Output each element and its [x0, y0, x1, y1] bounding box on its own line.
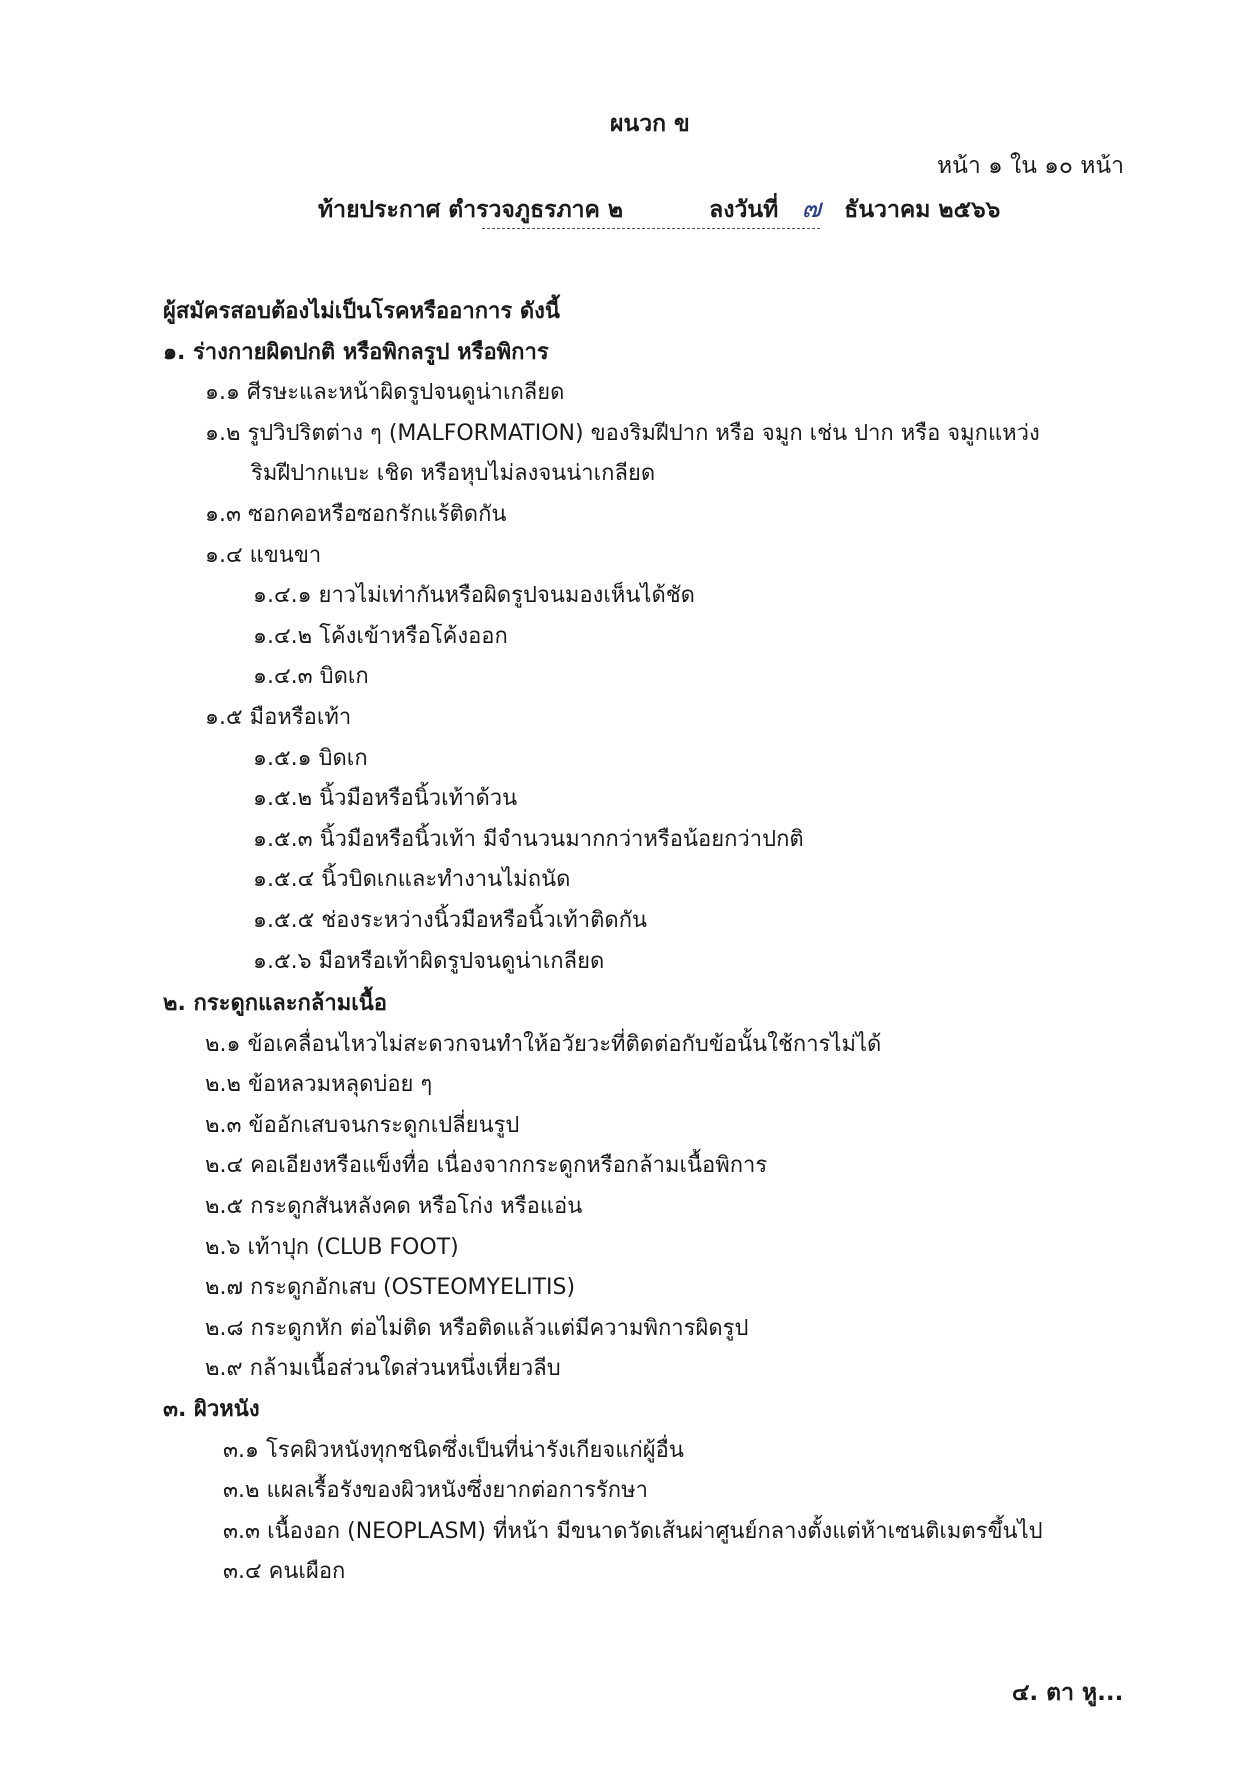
list-item: ๓.๔ คนเผือก	[223, 1559, 346, 1585]
section-heading-1: ๑. ร่างกายผิดปกติ หรือพิกลรูป หรือพิการ	[163, 339, 549, 365]
list-item: ๑.๔ แขนขา	[205, 542, 322, 568]
date-prefix: ลงวันที่	[709, 197, 779, 223]
list-item: ๒.๕ กระดูกสันหลังคด หรือโก่ง หรือแอ่น	[205, 1194, 583, 1220]
header-divider	[482, 228, 820, 229]
intro-heading: ผู้สมัครสอบต้องไม่เป็นโรคหรืออาการ ดังนี้	[163, 299, 560, 324]
list-item: ๒.๙ กล้ามเนื้อส่วนใดส่วนหนึ่งเหี่ยวลีบ	[205, 1356, 561, 1382]
annex-title: ผนวก ข	[610, 111, 690, 137]
requirements-list	[163, 292, 1163, 1593]
list-subitem: ๑.๔.๓ บิดเก	[253, 664, 369, 690]
list-item: ๒.๔ คอเอียงหรือแข็งทื่อ เนื่องจากกระดูกหรือกล้ามเนื้อพิการ	[205, 1153, 768, 1179]
list-item: ๒.๑ ข้อเคลื่อนไหวไม่สะดวกจนทำให้อวัยวะที่ติดต่อกับข้อนั้นใช้การไม่ได้	[205, 1031, 882, 1057]
section-heading-2: ๒. กระดูกและกล้ามเนื้อ	[163, 991, 387, 1017]
list-subitem: ๑.๕.๒ นิ้วมือหรือนิ้วเท้าด้วน	[253, 786, 518, 812]
list-item: ๓.๑ โรคผิวหนังทุกชนิดซึ่งเป็นที่น่ารังเกียจแก่ผู้อื่น	[223, 1437, 684, 1463]
list-item: ๒.๗ กระดูกอักเสบ (OSTEOMYELITIS)	[205, 1275, 576, 1301]
announcement-header	[318, 188, 1000, 229]
list-item-continuation: ริมฝีปากแบะ เชิด หรือหุบไม่ลงจนน่าเกลียด	[251, 461, 656, 487]
section-heading-3: ๓. ผิวหนัง	[163, 1397, 260, 1423]
list-subitem: ๑.๔.๑ ยาวไม่เท่ากันหรือผิดรูปจนมองเห็นได้ชัด	[253, 583, 695, 609]
list-item: ๑.๒ รูปวิปริตต่าง ๆ (MALFORMATION) ของริมฝีปาก หรือ จมูก เช่น ปาก หรือ จมูกแหว่ง	[205, 420, 1040, 446]
list-item: ๓.๓ เนื้องอก (NEOPLASM) ที่หน้า มีขนาดวัดเส้นผ่าศูนย์กลางตั้งแต่ห้าเซนติเมตรขึ้นไป	[223, 1518, 1043, 1544]
continuation-note: ๔. ตา หู...	[1012, 1680, 1124, 1706]
list-item: ๒.๖ เท้าปุก (CLUB FOOT)	[205, 1234, 459, 1260]
list-subitem: ๑.๕.๖ มือหรือเท้าผิดรูปจนดูน่าเกลียด	[253, 948, 605, 974]
list-item: ๒.๒ ข้อหลวมหลุดบ่อย ๆ	[205, 1072, 433, 1098]
list-item: ๓.๒ แผลเรื้อรังของผิวหนังซึ่งยากต่อการรักษา	[223, 1478, 648, 1504]
list-subitem: ๑.๔.๒ โค้งเข้าหรือโค้งออก	[253, 623, 508, 649]
list-subitem: ๑.๕.๑ บิดเก	[253, 745, 368, 771]
list-subitem: ๑.๕.๕ ช่องระหว่างนิ้วมือหรือนิ้วเท้าติดกัน	[253, 907, 648, 933]
list-item: ๑.๓ ซอกคอหรือซอกรักแร้ติดกัน	[205, 501, 507, 527]
list-item: ๑.๕ มือหรือเท้า	[205, 704, 352, 730]
list-item: ๒.๘ กระดูกหัก ต่อไม่ติด หรือติดแล้วแต่มีความพิการผิดรูป	[205, 1315, 749, 1341]
date-day-handwritten: ๗	[801, 194, 822, 224]
date-month-year: ธันวาคม ๒๕๖๖	[844, 197, 1001, 223]
list-subitem: ๑.๕.๓ นิ้วมือหรือนิ้วเท้า มีจำนวนมากกว่าหรือน้อยกว่าปกติ	[253, 826, 804, 852]
list-item: ๒.๓ ข้ออักเสบจนกระดูกเปลี่ยนรูป	[205, 1112, 520, 1138]
list-item: ๑.๑ ศีรษะและหน้าผิดรูปจนดูน่าเกลียด	[205, 380, 565, 406]
page-number: หน้า ๑ ใน ๑๐ หน้า	[937, 153, 1125, 179]
list-subitem: ๑.๕.๔ นิ้วบิดเกและทำงานไม่ถนัด	[253, 867, 571, 893]
announcement-text: ท้ายประกาศ ตำรวจภูธรภาค ๒	[318, 197, 624, 223]
